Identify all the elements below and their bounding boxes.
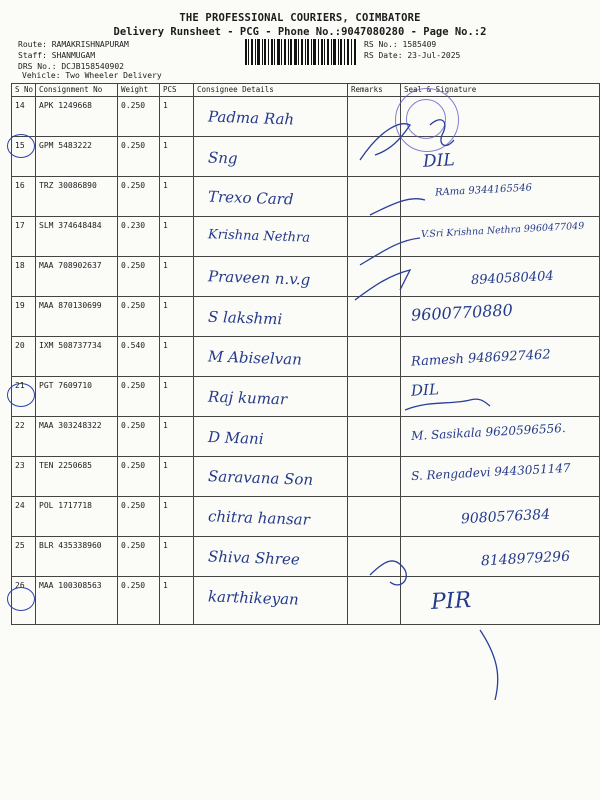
consignee-handwriting: D Mani (207, 428, 264, 448)
cell-sno: 18 (12, 257, 36, 297)
cell-sno: 20 (12, 337, 36, 377)
signature-handwriting: DIL (410, 380, 440, 400)
cell-pcs: 1 (160, 137, 194, 177)
signature-scribbles (330, 100, 600, 700)
cell-consignee (194, 297, 348, 337)
circle-mark-26 (7, 587, 35, 611)
consignee-handwriting: karthikeyan (207, 587, 300, 609)
signature-handwriting: 9080576384 (460, 506, 551, 528)
drs-label: DRS No.: DCJB158540902 (18, 62, 124, 71)
cell-sno: 15 (12, 137, 36, 177)
cell-pcs: 1 (160, 177, 194, 217)
consignee-handwriting: Raj kumar (207, 387, 288, 409)
consignee-handwriting: Krishna Nethra (207, 227, 311, 246)
cell-consignee (194, 577, 348, 625)
cell-consignee (194, 137, 348, 177)
cell-consignment: MAA 870130699 (36, 297, 118, 337)
staff-label: Staff: SHANMUGAM (18, 51, 96, 60)
cell-consignment: APK 1249668 (36, 97, 118, 137)
consignee-handwriting: Praveen n.v.g (207, 267, 311, 289)
circle-mark-21 (7, 383, 35, 407)
cell-weight: 0.250 (118, 497, 160, 537)
cell-pcs: 1 (160, 537, 194, 577)
col-consignment: Consignment No (36, 84, 118, 97)
consignee-handwriting: Sng (207, 148, 238, 168)
cell-weight: 0.250 (118, 137, 160, 177)
cell-weight: 0.250 (118, 417, 160, 457)
cell-consignment: TEN 2250685 (36, 457, 118, 497)
consignee-handwriting: Trexo Card (207, 187, 294, 209)
cell-sno: 21 (12, 377, 36, 417)
consignee-handwriting: Shiva Shree (207, 547, 301, 569)
cell-consignment: TRZ 30086890 (36, 177, 118, 217)
cell-sno: 23 (12, 457, 36, 497)
cell-consignee (194, 497, 348, 537)
cell-sno: 26 (12, 577, 36, 625)
meta-right (364, 39, 460, 61)
cell-consignment: BLR 435338960 (36, 537, 118, 577)
cell-weight: 0.250 (118, 457, 160, 497)
rs-date-label: RS Date: 23-Jul-2025 (364, 51, 461, 60)
cell-consignee (194, 417, 348, 457)
cell-consignment: PGT 7609710 (36, 377, 118, 417)
signature-handwriting: DIL (422, 150, 456, 172)
cell-pcs: 1 (160, 217, 194, 257)
cell-consignee (194, 177, 348, 217)
cell-pcs: 1 (160, 417, 194, 457)
col-signature: Seal & Signature (401, 84, 600, 97)
signature-handwriting: 8148979296 (480, 548, 571, 570)
cell-pcs: 1 (160, 97, 194, 137)
cell-sno: 16 (12, 177, 36, 217)
col-weight: Weight (118, 84, 160, 97)
cell-consignee (194, 537, 348, 577)
signature-handwriting: PIR (430, 587, 472, 616)
consignee-handwriting: chitra hansar (207, 507, 311, 529)
rs-no-label: RS No.: 1585409 (364, 40, 437, 49)
cell-consignee (194, 337, 348, 377)
cell-sno: 14 (12, 97, 36, 137)
cell-pcs: 1 (160, 577, 194, 625)
cell-weight: 0.250 (118, 577, 160, 625)
cell-pcs: 1 (160, 497, 194, 537)
cell-consignee (194, 457, 348, 497)
cell-sno: 22 (12, 417, 36, 457)
vehicle-label: Vehicle: Two Wheeler Delivery (22, 71, 162, 80)
cell-consignee (194, 257, 348, 297)
cell-sno: 19 (12, 297, 36, 337)
cell-consignee (194, 217, 348, 257)
cell-pcs: 1 (160, 297, 194, 337)
cell-weight: 0.250 (118, 377, 160, 417)
cell-consignment: SLM 374648484 (36, 217, 118, 257)
cell-weight: 0.250 (118, 177, 160, 217)
col-consignee: Consignee Details (194, 84, 348, 97)
signature-handwriting: Ramesh 9486927462 (410, 347, 552, 370)
cell-consignment: IXM 508737734 (36, 337, 118, 377)
signature-handwriting: V.Sri Krishna Nethra 9960477049 (420, 220, 585, 241)
signature-handwriting: S. Rengadevi 9443051147 (410, 460, 571, 484)
cell-consignment: POL 1717718 (36, 497, 118, 537)
col-sno: S No (12, 84, 36, 97)
signature-handwriting: RAma 9344165546 (434, 182, 533, 199)
cell-weight: 0.250 (118, 297, 160, 337)
meta-left (18, 39, 129, 72)
cell-pcs: 1 (160, 457, 194, 497)
cell-pcs: 1 (160, 337, 194, 377)
cell-weight: 0.250 (118, 257, 160, 297)
consignee-handwriting: S lakshmi (207, 307, 283, 329)
cell-pcs: 1 (160, 377, 194, 417)
cell-weight: 0.250 (118, 97, 160, 137)
route-label: Route: RAMAKRISHNAPURAM (18, 40, 129, 49)
cell-consignment: MAA 708902637 (36, 257, 118, 297)
cell-sno: 25 (12, 537, 36, 577)
col-pcs: PCS (160, 84, 194, 97)
cell-consignment: GPM 5483222 (36, 137, 118, 177)
barcode (245, 39, 357, 65)
signature-handwriting: 9600770880 (410, 300, 514, 325)
cell-weight: 0.250 (118, 537, 160, 577)
signature-handwriting: 8940580404 (470, 268, 555, 289)
cell-consignment: MAA 303248322 (36, 417, 118, 457)
consignee-handwriting: Saravana Son (207, 467, 314, 489)
consignee-handwriting: M Abiselvan (207, 347, 303, 369)
cell-weight: 0.540 (118, 337, 160, 377)
cell-sno: 17 (12, 217, 36, 257)
cell-weight: 0.230 (118, 217, 160, 257)
signature-handwriting: M. Sasikala 9620596556. (410, 420, 566, 444)
company-title: THE PROFESSIONAL COURIERS, COIMBATORE (179, 12, 421, 24)
cell-consignment: MAA 100308563 (36, 577, 118, 625)
cell-sno: 24 (12, 497, 36, 537)
table-header-row (12, 84, 600, 97)
circle-mark-15 (7, 134, 35, 158)
cell-consignee (194, 377, 348, 417)
runsheet-subtitle: Delivery Runsheet - PCG - Phone No.:9047080280 - Page No.:2 (113, 26, 487, 38)
cell-pcs: 1 (160, 257, 194, 297)
col-remarks: Remarks (348, 84, 401, 97)
consignee-handwriting: Padma Rah (207, 107, 295, 129)
cell-consignee (194, 97, 348, 137)
